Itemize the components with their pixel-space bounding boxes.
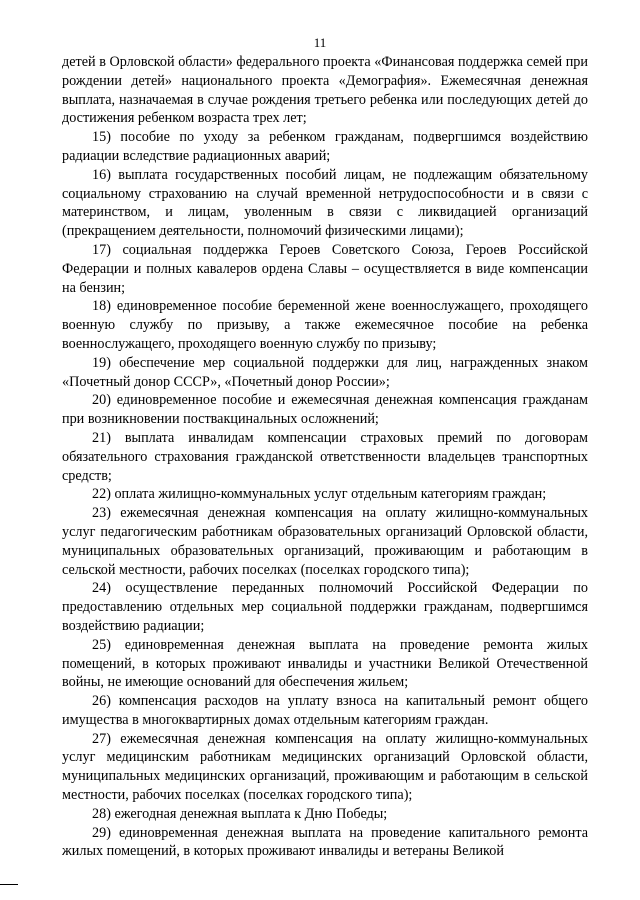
list-item-16: 16) выплата государственных пособий лицам, не подлежащим обязательному социальному страхованию на случай временной нетрудоспособности и в связи с материнством, и лицам, уволенным в связи с ликвидацией организаций (прекращением деятельности, полномочий физическими лицами); — [62, 166, 588, 240]
list-item-22: 22) оплата жилищно-коммунальных услуг отдельным категориям граждан; — [92, 486, 547, 503]
list-item-19: 19) обеспечение мер социальной поддержки для лиц, награжденных знаком «Почетный донор СССР», «Почетный донор России»; — [62, 354, 588, 390]
list-item-27: 27) ежемесячная денежная компенсация на оплату жилищно-коммунальных услуг медицинским работникам медицинских организаций Орловской области, муниципальных медицинских организаций, проживающим и работающим в сельской местности, рабочих поселках (поселках городского типа); — [62, 730, 588, 804]
document-body — [62, 53, 588, 861]
list-item-15: 15) пособие по уходу за ребенком гражданам, подвергшимся воздействию радиации вследствие радиационных аварий; — [62, 129, 588, 164]
list-item-17: 17) социальная поддержка Героев Советского Союза, Героев Российской Федерации и полных кавалеров ордена Славы – осуществляется в виде компенсации на бензин; — [62, 241, 588, 296]
list-item-24: 24) осуществление переданных полномочий Российской Федерации по предоставлению отдельных мер социальной поддержки гражданам, подвергшимся воздействию радиации; — [62, 580, 588, 634]
margin-mark — [0, 884, 18, 885]
list-item-29: 29) единовременная денежная выплата на проведение капитального ремонта жилых помещений, в которых проживают инвалиды и ветераны Великой — [62, 824, 588, 860]
paragraph-continuation: детей в Орловской области» федерального проекта «Финансовая поддержка семей при рождении детей» национального проекта «Демография». Ежемесячная денежная выплата, назначаемая в случае рождения третьего ребенка или последующих детей до достижения ребенком возраста трех лет; — [62, 54, 588, 127]
page-number: 11 — [313, 35, 327, 50]
list-item-18: 18) единовременное пособие беременной жене военнослужащего, проходящего военную службу по призыву, а также ежемесячное пособие на ребенка военнослужащего, проходящего военную службу по призыву; — [62, 298, 588, 352]
list-item-20: 20) единовременное пособие и ежемесячная денежная компенсация гражданам при возникновении поствакцинальных осложнений; — [62, 392, 588, 428]
list-item-21: 21) выплата инвалидам компенсации страховых премий по договорам обязательного страхования гражданской ответственности владельцев транспортных средств; — [62, 429, 588, 484]
list-item-23: 23) ежемесячная денежная компенсация на оплату жилищно-коммунальных услуг педагогическим работникам образовательных организаций Орловской области, муниципальных образовательных организаций, проживающим и работающим в сельской местности, рабочих поселках (поселках городского типа); — [62, 505, 588, 578]
list-item-25: 25) единовременная денежная выплата на проведение ремонта жилых помещений, в которых проживают инвалиды и участники Великой Отечественной войны, не имеющие оснований для обеспечения жильем; — [62, 636, 588, 691]
list-item-26: 26) компенсация расходов на уплату взноса на капитальный ремонт общего имущества в многоквартирных домах отдельным категориям граждан. — [62, 693, 588, 728]
list-item-28: 28) ежегодная денежная выплата к Дню Победы; — [92, 805, 388, 822]
